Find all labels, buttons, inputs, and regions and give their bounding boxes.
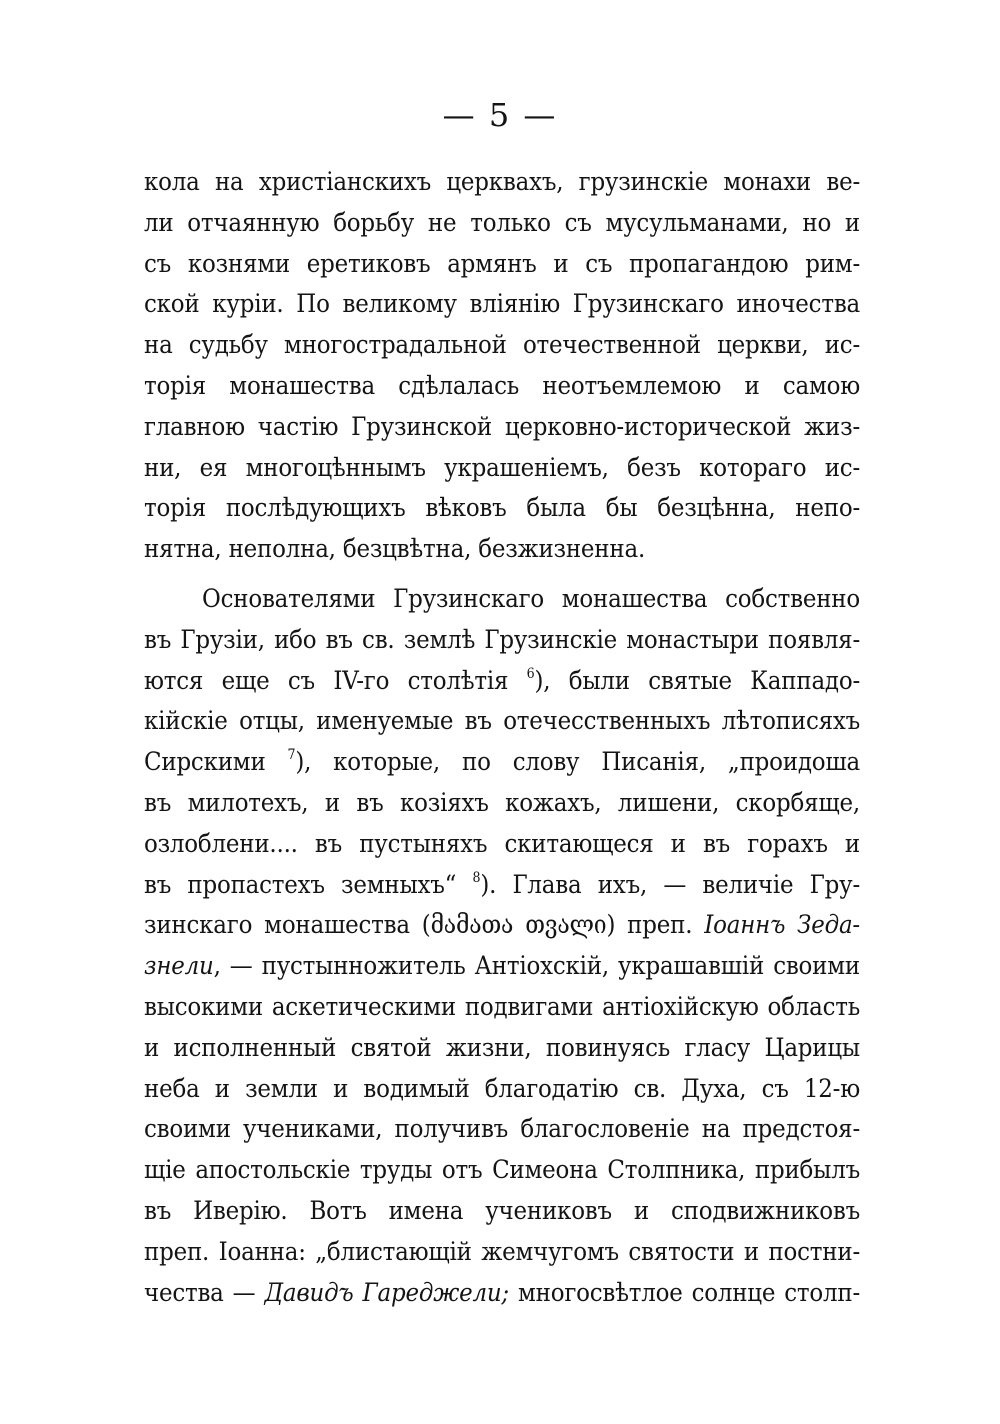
- text-line: высокими аскетическими подвигами антіохійскую область: [144, 991, 860, 1022]
- text-line: своими учениками, получивъ благословеніе на предстоя-: [144, 1114, 860, 1145]
- text-line: ской куріи. По великому вліянію Грузинскаго иночества: [144, 289, 860, 320]
- text-segment: многосвѣтлое солнце столп-: [508, 1277, 860, 1308]
- text-line: торія монашества сдѣлалась неотъемлемою и самою: [144, 370, 860, 401]
- italic-name: знели: [144, 951, 214, 982]
- text-line: съ кознями еретиковъ армянъ и съ пропагандою рим-: [144, 248, 860, 279]
- text-line: кола на христіанскихъ церквахъ, грузинскіе монахи ве-: [144, 167, 860, 197]
- text-line: на судьбу многострадальной отечественной церкви, ис-: [144, 330, 860, 361]
- text-segment: ), которые, по слову Писанія, „проидоша: [295, 747, 860, 778]
- text-line: неба и земли и водимый благодатію св. Духа, съ 12-ю: [144, 1073, 860, 1104]
- text-line: озлоблени.... въ пустыняхъ скитающеся и въ горахъ и: [144, 828, 860, 859]
- text-segment: ), были святые Каппадо-: [534, 665, 860, 696]
- footnote-ref: 8: [472, 869, 481, 886]
- body-text: [144, 162, 860, 1313]
- italic-name: Іоаннъ Зеда-: [704, 910, 860, 941]
- text-segment: ются еще съ IV-го столѣтія: [144, 665, 527, 696]
- text-line: въ милотехъ, и въ козіяхъ кожахъ, лишени, скорбяще,: [144, 787, 860, 818]
- footnote-ref: 7: [287, 747, 296, 764]
- text-line: торія послѣдующихъ вѣковъ была бы безцѣнна, непо-: [144, 493, 860, 524]
- text-line: ли отчаянную борьбу не только съ мусульманами, но и: [144, 207, 860, 238]
- text-line: [144, 661, 860, 702]
- page-number: — 5 —: [442, 96, 558, 134]
- text-line: [144, 905, 860, 946]
- text-segment: чества —: [144, 1277, 265, 1308]
- text-line: въ Грузіи, ибо въ св. землѣ Грузинскіе монастыри появля-: [144, 624, 860, 655]
- georgian-phrase: მამათა თვალი: [430, 910, 607, 941]
- text-line: преп. Іоанна: „блистающій жемчугомъ святости и постни-: [144, 1236, 860, 1267]
- footnote-ref: 6: [526, 665, 535, 682]
- text-line: нятна, неполна, безцвѣтна, безжизненна.: [144, 534, 646, 565]
- text-line: щіе апостольскіе труды отъ Симеона Столпника, прибылъ: [144, 1155, 860, 1186]
- text-line: [144, 946, 860, 987]
- text-segment: , — пустынножитель Антіохскій, украшавшій своими: [213, 951, 860, 982]
- text-line: главною частію Грузинской церковно-исторической жиз-: [144, 411, 860, 442]
- text-line: въ Иверію. Вотъ имена учениковъ и сподвижниковъ: [144, 1195, 860, 1226]
- text-line: кійскіе отцы, именуемые въ отечесственныхъ лѣтописяхъ: [144, 706, 860, 737]
- text-line: ни, ея многоцѣннымъ украшеніемъ, безъ котораго ис-: [144, 452, 860, 483]
- text-line: [144, 865, 860, 906]
- italic-name: Давидъ Гареджели;: [264, 1277, 509, 1308]
- text-segment: въ пропастехъ земныхъ“: [144, 869, 473, 900]
- text-line: Основателями Грузинскаго монашества собственно: [202, 583, 860, 614]
- text-line: [144, 742, 860, 783]
- text-segment: ). Глава ихъ, — величіе Гру-: [480, 869, 860, 900]
- text-segment: Сирскими: [144, 747, 288, 778]
- text-line: [144, 1273, 860, 1314]
- text-segment: ) преп.: [606, 910, 705, 941]
- text-line: и исполненный святой жизни, повинуясь гласу Царицы: [144, 1032, 860, 1063]
- text-segment: зинскаго монашества (: [144, 910, 431, 941]
